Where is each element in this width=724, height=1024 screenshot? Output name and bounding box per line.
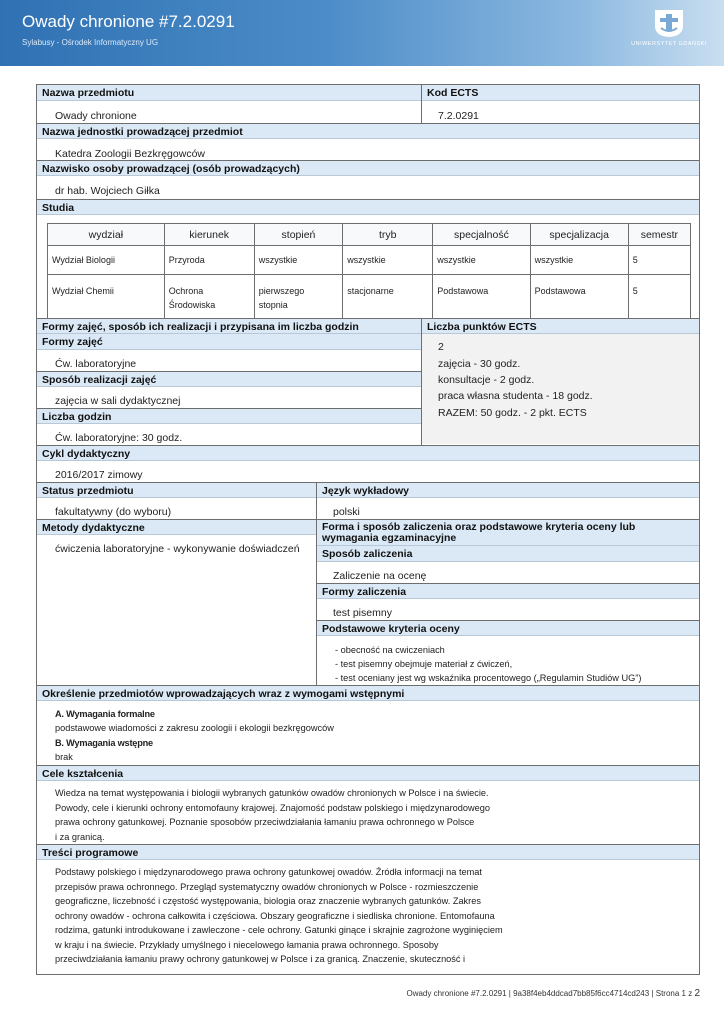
footer-text: Owady chronione #7.2.0291 | 9a38f4eb4ddcad7bb85f6cc4714cd243 | Strona 1 z <box>406 989 693 998</box>
liczba-godzin-label: Liczba godzin <box>37 408 421 424</box>
ects-line: RAZEM: 50 godz. - 2 pkt. ECTS <box>438 407 587 419</box>
table-cell <box>628 275 690 320</box>
ects-line: zajęcia - 30 godz. <box>438 358 521 370</box>
table-cell <box>164 275 254 320</box>
nazwa-przedmiotu-value: Owady chronione <box>55 110 137 122</box>
table-cell: wszystkie <box>254 246 342 275</box>
table-cell <box>433 275 530 320</box>
page-header <box>0 0 724 66</box>
text-line: Powody, cele i kierunki ochrony entomofauny krajowej. Znajomość podstaw polskiego i międzynarodowego <box>55 802 490 813</box>
university-crest-icon <box>651 8 687 38</box>
tresci-text <box>55 865 503 967</box>
cykl-label: Cykl dydaktyczny <box>37 445 699 461</box>
text-line: przepisów prawa ochronnego. Przegląd systematyczny owadów chronionych w Polsce - rozmieszczenie <box>55 881 479 892</box>
jezyk-value: polski <box>333 506 360 518</box>
kryteria-label: Podstawowe kryteria oceny <box>316 620 699 636</box>
cell-text: stacjonarne <box>347 286 394 296</box>
wymagania-a-title: A. Wymagania formalne <box>55 709 155 719</box>
liczba-godzin-value: Ćw. laboratoryjne: 30 godz. <box>55 432 183 444</box>
text-line: geograficzne, liczebność i częstość występowania, biologia oraz znaczenie wybranych gatunków. Zakres <box>55 896 481 906</box>
university-logo <box>628 8 710 47</box>
studia-table <box>47 223 691 320</box>
cell-text: Ochrona <box>168 286 204 296</box>
nazwa-przedmiotu-label: Nazwa przedmiotu <box>37 85 421 101</box>
page-title: Owady chronione #7.2.0291 <box>22 12 235 31</box>
column-header: wydział <box>48 224 165 246</box>
kryteria-line: - test pisemny obejmuje materiał z ćwiczeń, <box>335 659 513 669</box>
cell-text: Podstawowa <box>437 286 489 296</box>
ects-line: praca własna studenta - 18 godz. <box>438 390 593 402</box>
jednostka-label: Nazwa jednostki prowadzącej przedmiot <box>37 123 699 139</box>
table-cell <box>254 275 342 320</box>
cell-text: 5 <box>632 286 638 296</box>
sposob-zaliczenia-value: Zaliczenie na ocenę <box>333 570 427 582</box>
status-value: fakultatywny (do wyboru) <box>55 506 172 518</box>
wymagania-b-text: brak <box>55 752 73 762</box>
page-subtitle: Sylabusy - Ośrodek Informatyczny UG <box>22 38 159 47</box>
wymagania-label: Określenie przedmiotów wprowadzających wraz z wymogami wstępnymi <box>37 685 699 701</box>
column-header: kierunek <box>164 224 254 246</box>
sposob-realizacji-label: Sposób realizacji zajęć <box>37 371 421 387</box>
kod-ects-value: 7.2.0291 <box>438 110 479 122</box>
text-line: w kraju i na świecie. Przykłady umyślnego i niecelowego łamania prawa ochronnego. Sposoby <box>55 939 439 950</box>
jednostka-value: Katedra Zoologii Bezkręgowców <box>55 148 205 160</box>
studia-header-row <box>48 224 691 246</box>
footer-page-total: 2 <box>694 988 700 999</box>
kryteria-line: - test oceniany jest wg wskaźnika procentowego („Regulamin Studiów UG”) <box>335 673 642 683</box>
tresci-label: Treści programowe <box>37 844 699 860</box>
text-line: Wiedza na temat występowania i biologii wybranych gatunków owadów chronionych w Polsce i na świecie. <box>55 788 489 798</box>
syllabus-document <box>36 84 700 975</box>
prowadzacy-value: dr hab. Wojciech Giłka <box>55 185 160 197</box>
kod-ects-label: Kod ECTS <box>421 85 699 101</box>
sposob-realizacji-value: zajęcia w sali dydaktycznej <box>55 395 181 407</box>
text-line: rodzima, gatunki introdukowane i zawleczone - cele ochrony. Gatunki ginące i skrajnie zagrożone wyginięciem <box>55 925 503 935</box>
text-line: ochrony owadów - ochrona całkowita i częściowa. Obszary geograficzne i siedliska chronione. Entomofauna <box>55 910 495 921</box>
cykl-value: 2016/2017 zimowy <box>55 469 143 481</box>
wymagania-a-text: podstawowe wiadomości z zakresu zoologii i ekologii bezkręgowców <box>55 723 334 733</box>
text-line: prawa ochrony gatunkowej. Poznanie sposobów przeciwdziałania łamaniu prawa ochronnego w Polsce <box>55 817 475 827</box>
table-row <box>48 275 691 320</box>
text-line: Podstawy polskiego i międzynarodowego prawa ochrony gatunkowej owadów. Źródła informacji na temat <box>55 867 482 877</box>
column-header: specjalność <box>433 224 530 246</box>
ects-line: 2 <box>438 341 444 353</box>
table-cell <box>530 275 628 320</box>
formy-sekcja-label: Formy zajęć, sposób ich realizacji i przypisana im liczba godzin <box>37 318 421 334</box>
ects-line: konsultacje - 2 godz. <box>438 374 535 386</box>
logo-text: UNIWERSYTET GDAŃSKI <box>631 41 707 47</box>
formy-zaliczenia-label: Formy zaliczenia <box>316 583 699 599</box>
formy-zajec-label: Formy zajęć <box>37 334 421 350</box>
cele-text <box>55 786 490 844</box>
status-label: Status przedmiotu <box>37 482 316 498</box>
kryteria-line: - obecność na cwiczeniach <box>335 645 445 655</box>
table-row <box>48 246 691 275</box>
metody-label: Metody dydaktyczne <box>37 519 316 535</box>
cell-text: pierwszego <box>258 286 305 296</box>
table-cell: wszystkie <box>343 246 433 275</box>
metody-value: ćwiczenia laboratoryjne - wykonywanie doświadczeń <box>55 543 300 555</box>
column-header: stopień <box>254 224 342 246</box>
text-line: i za granicą. <box>55 831 105 842</box>
table-cell <box>343 275 433 320</box>
column-header: specjalizacja <box>530 224 628 246</box>
page-footer <box>406 988 700 999</box>
text-line: przeciwdziałania łamaniu prawy ochrony gatunkowej w Polsce i za granicą. Znaczenie, skuteczność i <box>55 954 466 964</box>
prowadzacy-label: Nazwisko osoby prowadzącej (osób prowadzących) <box>37 160 699 176</box>
forma-zaliczenia-label: Forma i sposób zaliczenia oraz podstawowe kryteria oceny lub wymagania egzaminacyjne <box>316 519 699 546</box>
ects-panel <box>422 334 699 444</box>
column-header: semestr <box>628 224 690 246</box>
cell-text: Środowiska <box>168 300 216 310</box>
table-cell: wszystkie <box>530 246 628 275</box>
divider <box>421 85 422 124</box>
cele-label: Cele kształcenia <box>37 765 699 781</box>
table-cell: Wydział Biologii <box>48 246 165 275</box>
ects-label: Liczba punktów ECTS <box>421 318 699 334</box>
cell-text: Wydział Chemii <box>52 286 114 296</box>
studia-label: Studia <box>37 199 699 215</box>
column-header: tryb <box>343 224 433 246</box>
divider <box>316 482 317 685</box>
cell-text: stopnia <box>258 300 288 310</box>
table-cell: Przyroda <box>164 246 254 275</box>
cell-text: Podstawowa <box>534 286 586 296</box>
wymagania-b-title: B. Wymagania wstępne <box>55 738 153 748</box>
formy-zajec-value: Ćw. laboratoryjne <box>55 358 137 370</box>
table-cell <box>48 275 165 320</box>
jezyk-label: Język wykładowy <box>316 482 699 498</box>
divider <box>421 318 422 445</box>
table-cell: 5 <box>628 246 690 275</box>
formy-zaliczenia-value: test pisemny <box>333 607 392 619</box>
sposob-zaliczenia-label: Sposób zaliczenia <box>316 546 699 562</box>
table-cell: wszystkie <box>433 246 530 275</box>
